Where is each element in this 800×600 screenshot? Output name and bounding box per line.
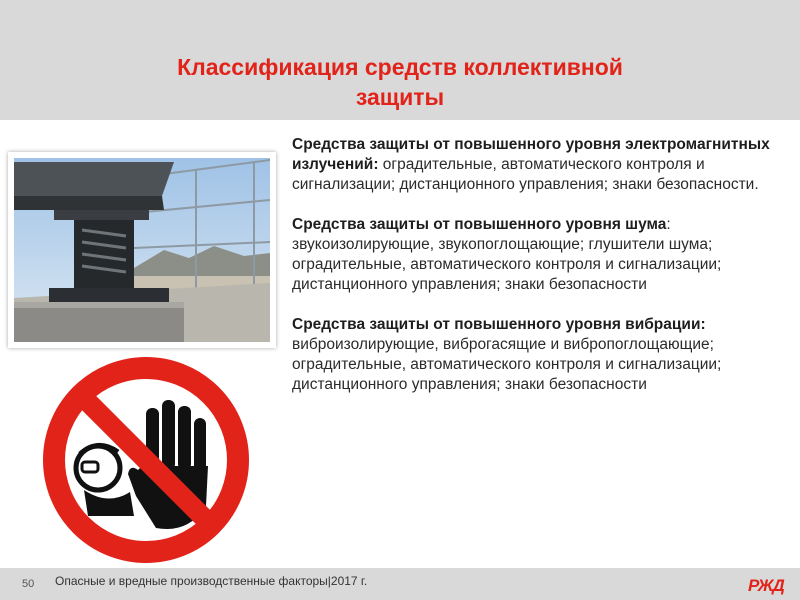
list-item-body: виброизолирующие, виброгасящие и вибропоглощающие; оградительные, автоматического контроля и сигнализации; дистанционного управления; знаки безопасности <box>292 336 722 393</box>
footer-caption: Опасные и вредные производственные факторы|2017 г. <box>55 574 368 588</box>
list-item-emi <box>292 135 792 195</box>
no-entry-stop-hand-sign <box>38 356 254 569</box>
list-item-body: оградительные, автоматического контроля и сигнализации; дистанционного управления; знаки безопасности. <box>292 156 759 193</box>
slide-title-line1: Классификация средств коллективной <box>177 54 623 80</box>
list-item-noise <box>292 215 792 295</box>
vibration-isolator-photo <box>8 152 276 348</box>
protection-list <box>292 135 792 415</box>
list-item-lead: Средства защиты от повышенного уровня электромагнитных излучений: <box>292 136 770 173</box>
prohibition-sign-icon <box>38 356 254 564</box>
slide-title <box>60 52 740 112</box>
page-number: 50 <box>22 578 35 590</box>
slide-title-line2: защиты <box>355 84 445 110</box>
list-item-lead: Средства защиты от повышенного уровня вибрации: <box>292 316 706 333</box>
slide-footer <box>0 568 800 600</box>
slide-header <box>0 0 800 120</box>
list-item-vibration <box>292 315 792 395</box>
photo-illustration <box>14 158 270 342</box>
rzd-logo-icon: РЖД <box>748 576 784 595</box>
list-item-lead: Средства защиты от повышенного уровня шума <box>292 216 667 233</box>
list-item-body: : звукоизолирующие, звукопоглощающие; глушители шума; оградительные, автоматического контроля и сигнализации; дистанционного управления; знаки безопасности <box>292 216 722 293</box>
